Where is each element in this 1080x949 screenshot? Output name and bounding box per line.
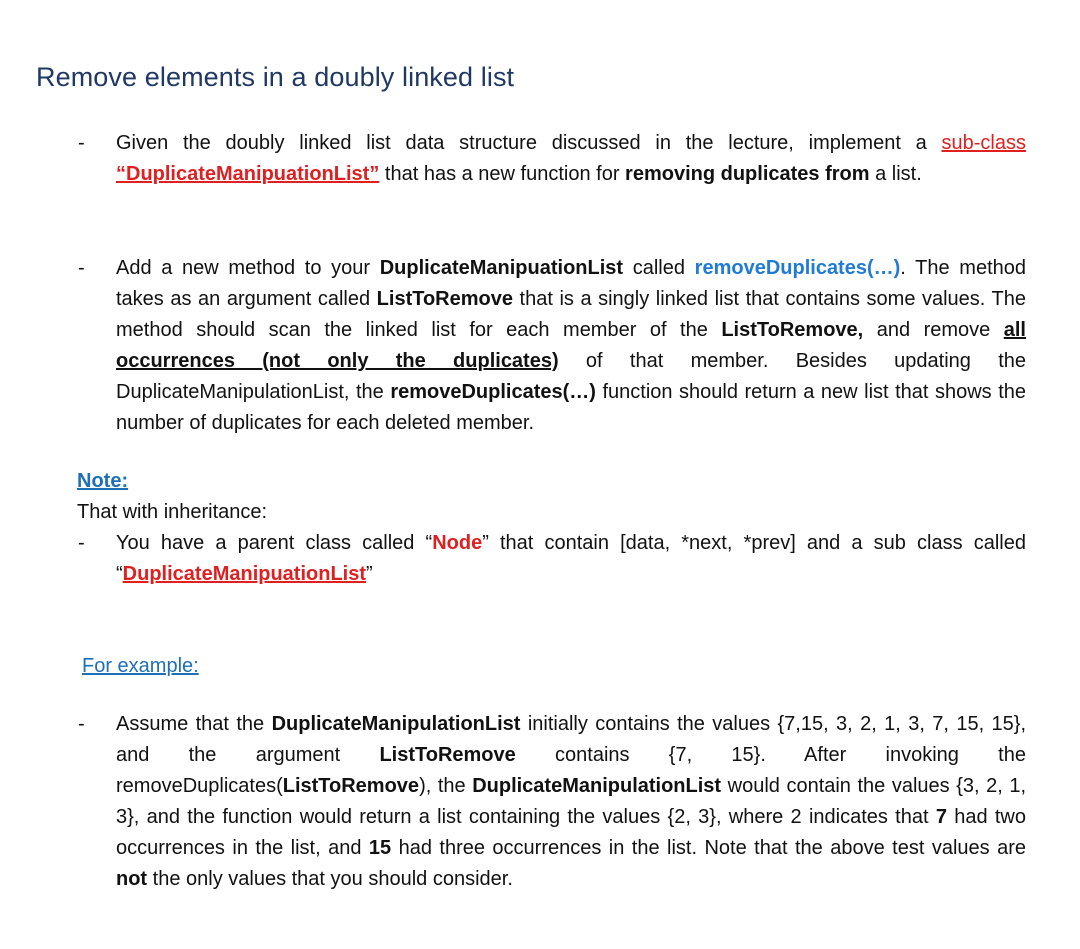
note-label: Note: — [77, 470, 129, 492]
item-text: Add a new method to your DuplicateManipuationList called removeDuplicates(…). The method takes as an argument called ListToRemove that is a singly linked list that contains some values. The method should scan the linked list for each member of the ListToRemove, and remove all occurrences (not only the duplicates) of that member. Besides updating the DuplicateManipulationList, the removeDuplicates(…) function should return a new list that shows the number of duplicates for each deleted member. — [116, 257, 1027, 434]
page-title: Remove elements in a doubly linked list — [36, 62, 515, 92]
bullet-dash: - — [78, 257, 85, 279]
list-item — [78, 128, 1026, 190]
list-item — [78, 253, 1026, 439]
subclass-name: DuplicateManipuationList — [122, 563, 367, 585]
list-item — [78, 528, 1026, 590]
method-name: removeDuplicates(…) — [694, 257, 901, 279]
emphasis-underline: all occurrences (not only the duplicates) — [116, 319, 1026, 372]
subclass-link: sub-class — [941, 132, 1026, 154]
item-text: You have a parent class called “Node” that contain [data, *next, *prev] and a sub class called “DuplicateManipuationList” — [116, 532, 1026, 585]
item-text: Assume that the DuplicateManipulationList initially contains the values {7,15, 3, 2, 1, 3, 7, 15, 15}, and the argument ListToRemove contains {7, 15}. After invoking the removeDuplicates(ListToRemove), the DuplicateManipulationList would contain the values {3, 2, 1, 3}, and the function would return a list containing the values {2, 3}, where 2 indicates that 7 had two occurrences in the list, and 15 had three occurrences in the list. Note that the above test values are not the only values that you should consider. — [116, 713, 1027, 890]
class-name: “DuplicateManipuationList” — [116, 163, 380, 185]
item-text: Given the doubly linked list data structure discussed in the lecture, implement a sub-class “DuplicateManipuationList” that has a new function for removing duplicates from a list. — [116, 132, 1026, 185]
node-class: Node — [432, 532, 483, 554]
bullet-dash: - — [78, 713, 85, 735]
list-item — [78, 709, 1026, 895]
bullet-dash: - — [78, 132, 85, 154]
note-line: That with inheritance: — [77, 501, 268, 523]
example-label: For example: — [82, 655, 199, 677]
bullet-dash: - — [78, 532, 85, 554]
